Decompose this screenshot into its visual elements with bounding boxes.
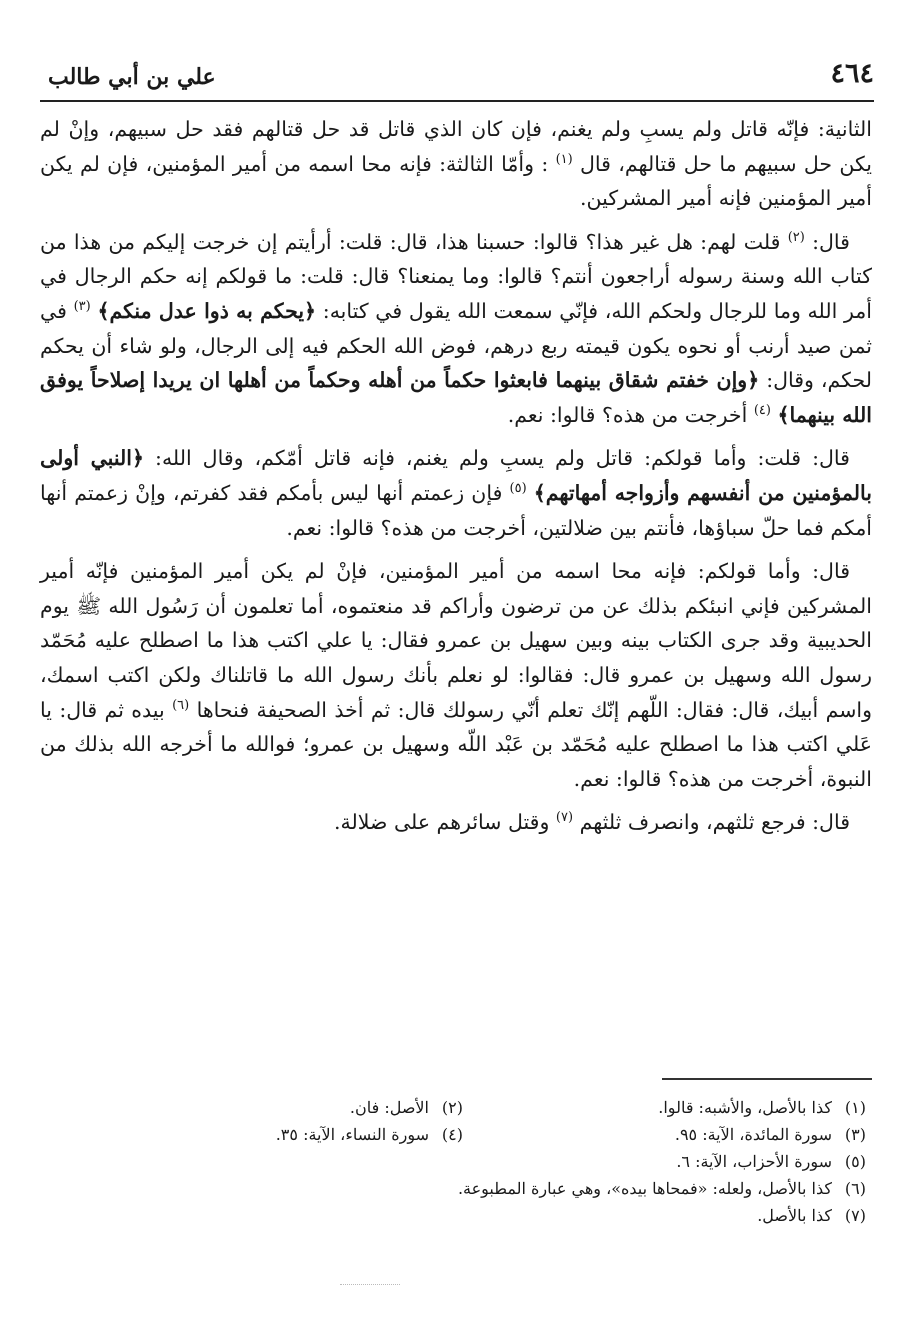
paragraph-4: قال: وأما قولكم: فإنه محا اسمه من أمير المؤمنين، فإنْ لم يكن أمير المؤمنين فإنّه أمير المشركين فإني انبئكم بذلك عن من ترضون وأراكم قد منعتموه، أما تعلمون أن رَسُول الله ﷺ يوم الحديبية وقد جرى الكتاب بينه وبين سهيل بن عمرو فقال: يا علي اكتب هذا ما اصطلح عليه مُحَمّد رسول الله وسهيل بن عمرو قال: فقالوا: لو نعلم بأنك رسول الله ما قاتلناك ولكن اكتب اسمك، واسم أبيك، قال: فقال: اللّهم إنّك تعلم أنّي رسولك قال: ثم أخذ الصحيفة فنحاها $^{(٦)}$ بيده ثم قال: يا عَلي اكتب هذا ما اصطلح عليه مُحَمّد بن عَبْد اللّه وسهيل بن عمرو؛ فوالله ما أخرجه الله بذلك من النبوة، أخرجت من هذه؟ قالوا: نعم. bbox=[40, 559, 872, 791]
quran-verse-2: ﴿وإن خفتم شقاق بينهما فابعثوا حكماً من أهله وحكماً من أهلها ان يريدا إصلاحاً يوفق الله بينهما﴾ bbox=[40, 368, 872, 427]
page-header bbox=[40, 58, 874, 102]
footnote-7: (٧)كذا بالأصل. bbox=[757, 1206, 866, 1225]
footnote-marker-1: (١) bbox=[555, 151, 573, 167]
footnote-3: (٣)سورة المائدة، الآية: ٩٥. bbox=[674, 1125, 866, 1144]
footnote-4: (٤)سورة النساء، الآية: ٣٥. bbox=[275, 1125, 463, 1144]
header-divider bbox=[40, 100, 874, 102]
footnote-row bbox=[60, 1148, 866, 1175]
footnotes bbox=[60, 1094, 866, 1229]
footnote-2: (٢)الأصل: فان. bbox=[349, 1098, 463, 1117]
footnote-row bbox=[60, 1121, 866, 1148]
footnote-row bbox=[60, 1175, 866, 1202]
footnote-row bbox=[60, 1202, 866, 1229]
main-text bbox=[40, 112, 872, 849]
footnote-6: (٦)كذا بالأصل، ولعله: «فمحاها بيده»، وهي عبارة المطبوعة. bbox=[457, 1179, 866, 1198]
footnote-5: (٥)سورة الأحزاب، الآية: ٦. bbox=[676, 1152, 866, 1171]
running-title: علي بن أبي طالب bbox=[48, 64, 216, 90]
page-number: ٤٦٤ bbox=[830, 58, 874, 89]
paragraph-2: قال: $^{(٢)}$ قلت لهم: هل غير هذا؟ قالوا: حسبنا هذا، قال: قلت: أرأيتم إن خرجت إليكم من هذا من كتاب الله وسنة رسوله أراجعون أنتم؟ قالوا: وما يمنعنا؟ قال: قلت: ما قولكم إنه حكم الرجال في أمر الله وما للرجال ولحكم الله، فإنّي سمعت الله يقول في كتابه: ﴿يحكم به ذوا عدل منكم﴾ $^{(٣)}$ في ثمن صيد أرنب أو نحوه يكون قيمته ربع درهم، فوض الله الحكم فيه إلى الرجال، ولو شاء أن يحكم لحكم، وقال: ﴿وإن خفتم شقاق بينهما فابعثوا حكماً من أهله وحكماً من أهلها ان يريدا إصلاحاً يوفق الله بينهما﴾ $^{(٤)}$ أخرجت من هذه؟ قالوا: نعم. bbox=[40, 229, 872, 427]
paragraph-1: الثانية: فإنّه قاتل ولم يسبِ ولم يغنم، فإن كان الذي قاتل قد حل قتالهم فقد حل سبيهم، وإنْ لم يكن حل سبيهم ما حل قتالهم، قال $^{(١)}$ : وأمّا الثالثة: فإنه محا اسمه من أمير المؤمنين، فإن لم يكن أمير المؤمنين فإنه أمير المشركين. bbox=[40, 117, 872, 211]
footnote-marker-4: (٤) bbox=[753, 402, 771, 418]
footnote-marker-2: (٢) bbox=[787, 229, 805, 245]
footnote-marker-7: (٧) bbox=[555, 810, 574, 826]
paragraph-3: قال: قلت: وأما قولكم: قاتل ولم يسبِ ولم يغنم، فإنه قاتل أمّكم، وقال الله: ﴿النبي أولى بالمؤمنين من أنفسهم وأزواجه أمهاتهم﴾ $^{(٥)}$ فإن زعمتم أنها ليس بأمكم فقد كفرتم، وإنْ زعمتم أنها أمكم فما حلّ سباؤها، فأنتم بين ضلالتين، أخرجت من هذه؟ قالوا: نعم. bbox=[40, 446, 872, 540]
footnote-row bbox=[60, 1094, 866, 1121]
footnote-marker-5: (٥) bbox=[509, 481, 527, 497]
paragraph-5: قال: فرجع ثلثهم، وانصرف ثلثهم $^{(٧)}$ وقتل سائرهم على ضلالة. bbox=[334, 810, 850, 835]
footnote-marker-6: (٦) bbox=[172, 697, 190, 713]
quran-verse-3: ﴿النبي أولى بالمؤمنين من أنفسهم وأزواجه أمهاتهم﴾ bbox=[40, 446, 872, 505]
scan-artifact bbox=[340, 1284, 400, 1285]
footnote-1: (١)كذا بالأصل، والأشبه: قالوا. bbox=[658, 1098, 866, 1117]
quran-verse-1: ﴿يحكم به ذوا عدل منكم﴾ bbox=[97, 298, 317, 323]
footnote-divider bbox=[662, 1078, 872, 1080]
footnote-marker-3: (٣) bbox=[73, 299, 91, 315]
